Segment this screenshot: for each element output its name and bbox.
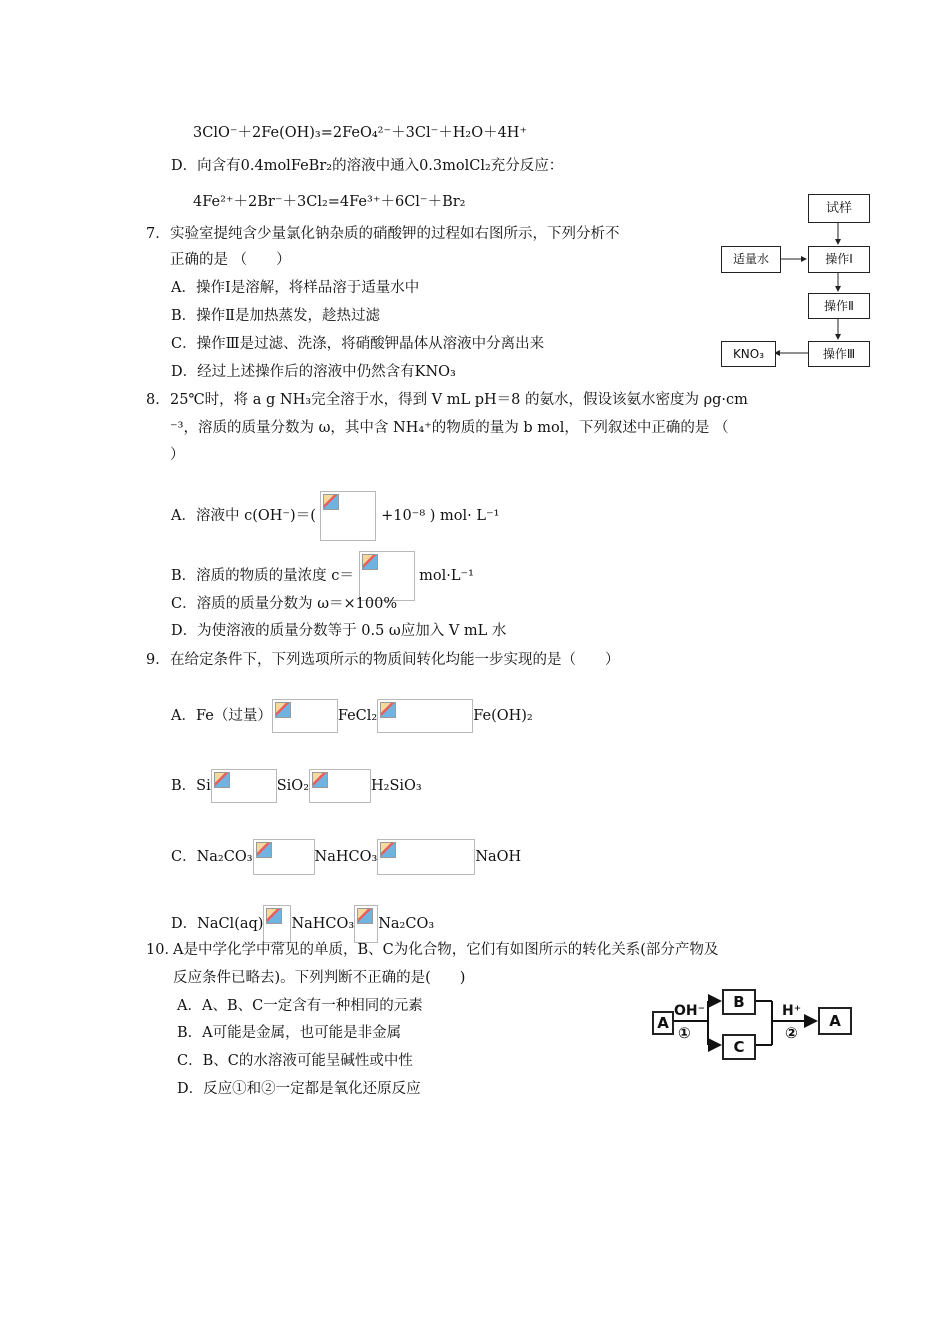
q10-stem-line2: 反应条件已略去)。下列判断不正确的是( ) bbox=[173, 970, 466, 986]
step2-label: ② bbox=[785, 1024, 798, 1042]
q10-option-a: A．A、B、C一定含有一种相同的元素 bbox=[177, 998, 423, 1014]
q8-stem-line2: ⁻³，溶质的质量分数为 ω，其中含 NH₄⁺的物质的量为 b mol，下列叙述中正确的是 （ bbox=[170, 420, 729, 436]
q9-d-start: D．NaCl(aq) bbox=[171, 916, 264, 932]
q9-b-start: B．Si bbox=[171, 778, 211, 794]
q8-number: 8． bbox=[146, 392, 170, 408]
q10-stem-line1: A是中学化学中常见的单质，B、C为化合物，它们有如图所示的转化关系(部分产物及 bbox=[173, 942, 719, 958]
q10-option-d: D．反应①和②一定都是氧化还原反应 bbox=[177, 1081, 421, 1097]
product-a-box: A bbox=[818, 1007, 852, 1035]
q9-a-start: A．Fe（过量） bbox=[171, 708, 272, 724]
reactant-a-box: A bbox=[652, 1011, 674, 1035]
q6-d-equation: 4Fe²⁺＋2Br⁻＋3Cl₂=4Fe³⁺＋6Cl⁻＋Br₂ bbox=[193, 194, 466, 210]
q9-c-end: NaOH bbox=[475, 849, 522, 865]
q8-a-text: A．溶液中 c(OH⁻)＝( bbox=[171, 508, 316, 524]
q7-stem-line2: 正确的是 （ ） bbox=[170, 252, 291, 268]
compound-b-box: B bbox=[722, 989, 756, 1015]
q7-number: 7． bbox=[146, 226, 170, 242]
q10-number: 10． bbox=[146, 942, 179, 958]
flow-water-box: 适量水 bbox=[721, 246, 781, 273]
q9-c-start: C．Na₂CO₃ bbox=[171, 849, 253, 865]
q7-option-d: D．经过上述操作后的溶液中仍然含有KNO₃ bbox=[171, 364, 456, 380]
compound-c-box: C bbox=[722, 1034, 756, 1060]
q9-b-end: H₂SiO₃ bbox=[371, 778, 422, 794]
flow-op3-box: 操作Ⅲ bbox=[808, 341, 870, 367]
q7-stem-line1: 实验室提纯含少量氯化钠杂质的硝酸钾的过程如右图所示，下列分析不 bbox=[170, 226, 620, 242]
q9-b-mid: SiO₂ bbox=[276, 778, 310, 794]
q9-a-mid: FeCl₂ bbox=[337, 708, 378, 724]
flow-op1-box: 操作Ⅰ bbox=[808, 246, 870, 273]
q8-option-d: D．为使溶液的质量分数等于 0.5 ω应加入 V mL 水 bbox=[171, 623, 507, 639]
q10-option-c: C．B、C的水溶液可能呈碱性或中性 bbox=[177, 1053, 413, 1069]
q9-stem: 在给定条件下，下列选项所示的物质间转化均能一步实现的是（ ） bbox=[170, 652, 620, 668]
flow-op2-box: 操作Ⅱ bbox=[808, 293, 870, 319]
q10-option-b: B．A可能是金属，也可能是非金属 bbox=[177, 1025, 402, 1041]
q8-stem-line3: ） bbox=[170, 447, 185, 463]
flow-product-box: KNO₃ bbox=[721, 341, 776, 367]
q7-option-b: B．操作Ⅱ是加热蒸发，趁热过滤 bbox=[171, 308, 381, 324]
q9-a-end: Fe(OH)₂ bbox=[473, 708, 533, 724]
q8-stem-line1: 25℃时，将 a g NH₃完全溶于水，得到 V mL pH＝8 的氨水，假设该氨水密度为 ρg·cm bbox=[170, 392, 748, 408]
q9-number: 9． bbox=[146, 652, 170, 668]
q6-d-label: D． bbox=[171, 158, 198, 174]
q6-d-text: 向含有0.4molFeBr₂的溶液中通入0.3molCl₂充分反应： bbox=[197, 158, 564, 174]
q9-d-mid: NaHCO₃ bbox=[291, 916, 355, 932]
flow-sample-box: 试样 bbox=[808, 194, 870, 223]
q7-option-a: A．操作Ⅰ是溶解，将样品溶于适量水中 bbox=[171, 280, 420, 296]
reagent-oh-label: OH⁻ bbox=[674, 1003, 706, 1019]
q9-c-mid: NaHCO₃ bbox=[314, 849, 378, 865]
q8-b-text: B．溶质的物质的量浓度 c＝ bbox=[171, 568, 354, 584]
step1-label: ① bbox=[678, 1024, 691, 1042]
q9-d-end: Na₂CO₃ bbox=[378, 916, 435, 932]
reagent-h-label: H⁺ bbox=[782, 1003, 802, 1019]
q8-b-tail: mol·L⁻¹ bbox=[419, 568, 474, 584]
q6-c-equation: 3ClO⁻＋2Fe(OH)₃=2FeO₄²⁻＋3Cl⁻＋H₂O＋4H⁺ bbox=[193, 125, 528, 141]
q8-a-tail: +10⁻⁸ ) mol· L⁻¹ bbox=[381, 508, 500, 524]
q7-option-c: C．操作Ⅲ是过滤、洗涤，将硝酸钾晶体从溶液中分离出来 bbox=[171, 336, 545, 352]
q8-option-c: C．溶质的质量分数为 ω＝×100% bbox=[171, 596, 398, 612]
